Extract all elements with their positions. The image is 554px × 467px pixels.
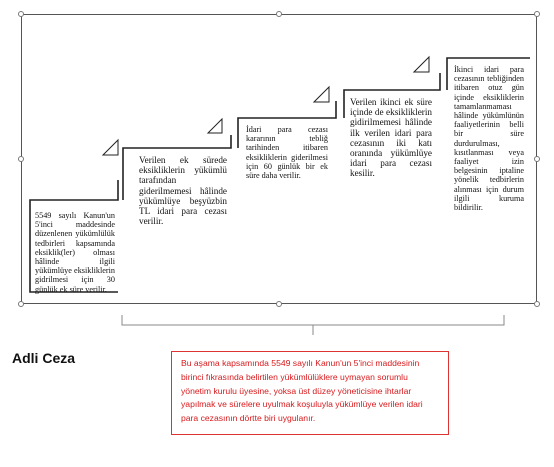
step-marker-1 [103, 140, 118, 155]
step-text-5: İkinci idari para cezasının tebliğinden itibaren otuz gün içinde eksikliklerin tamamlanmaması hâlinde yükümlünün faaliyetlerinin belli bir süre durdurulması, kısıtlanması veya faaliyet izin belgesinin iptaline yönelik tedbirlerin alınması için durum ilgili kuruma bildirilir. [454, 65, 524, 213]
step-marker-2 [208, 119, 222, 133]
step-marker-3 [314, 87, 329, 102]
step-text-2: Verilen ek sürede eksikliklerin yükümlü tarafından giderilmemesi hâlinde yükümlüye beşyüzbin TL idari para cezası verilir. [139, 155, 227, 227]
step-text-4: Verilen ikinci ek süre içinde de eksikliklerin gidirilmemesi hâlinde ilk verilen idari para cezasının iki katı oranında yükümlüye idari para cezası kesilir. [350, 97, 432, 179]
note-box: Bu aşama kapsamında 5549 sayılı Kanun'un 5'inci maddesinin birinci fıkrasında belirtilen yükümlülüklere uymayan sorumlu yönetim kurulu üyesine, yoksa üst düzey yöneticisine ihtarlar yapılmak ve sürelere uyulmak koşuluyla yükümlüye verilen idari para cezasının dörtte biri uygulanır. [171, 351, 449, 435]
bottom-brace [122, 315, 504, 335]
section-title: Adli Ceza [12, 350, 76, 366]
step-text-1: 5549 sayılı Kanun'un 5'inci maddesinde düzenlenen yükümlülük tedbirleri kapsamında eksiklik(ler) olması hâlinde ilgili yükümlüye eksikliklerin gidrilmesi için 30 günlük ek süre verilir. [35, 211, 115, 294]
step-text-3: İdari para cezası kararının tebliğ tarihinden itibaren eksikliklerin giderilmesi için 60 günlük bir ek süre daha verilir. [246, 125, 328, 181]
step-marker-4 [414, 57, 429, 72]
